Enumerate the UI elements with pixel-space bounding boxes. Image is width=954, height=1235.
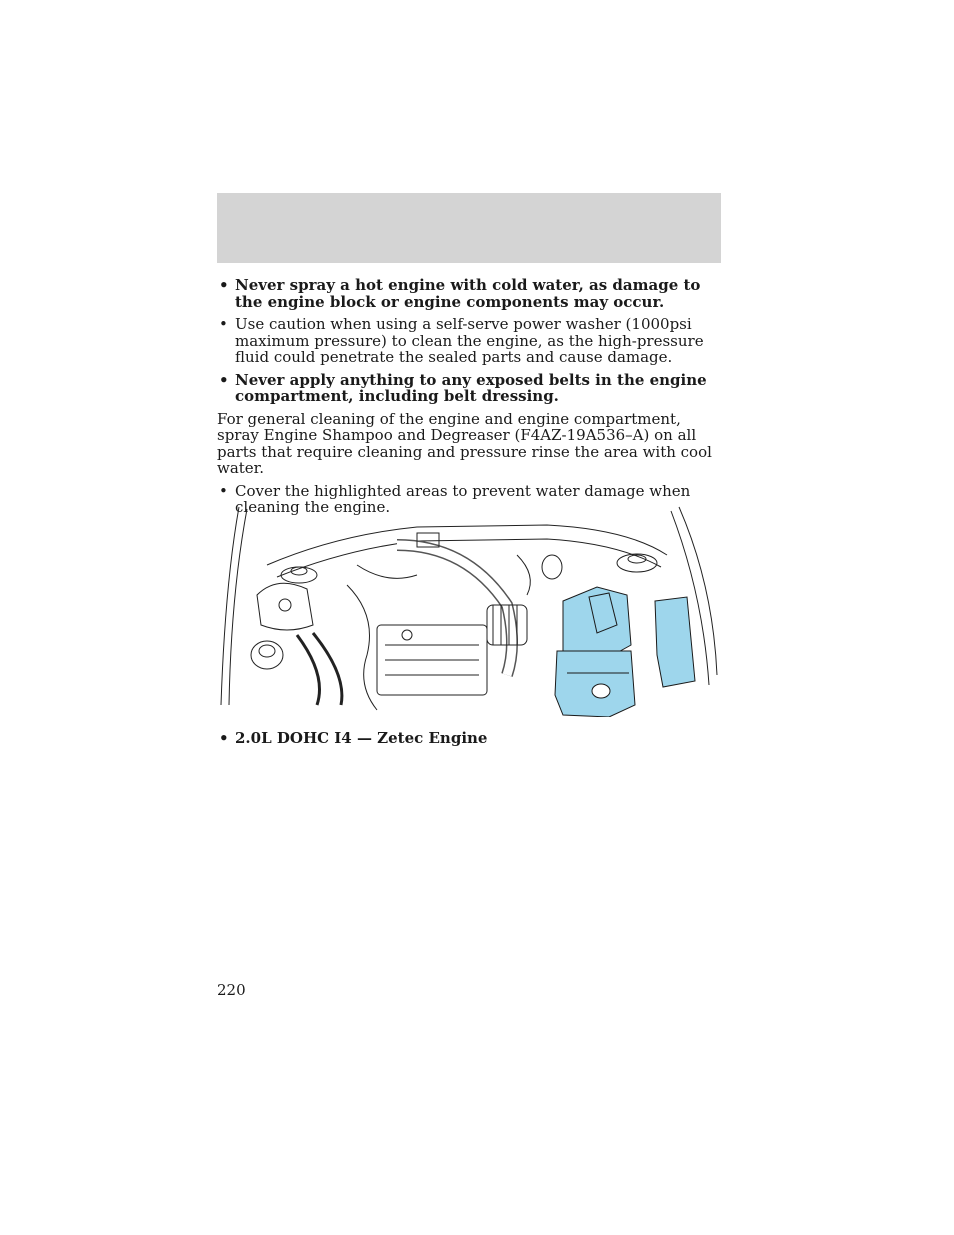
power-steering-cap xyxy=(259,645,275,657)
bullet-dot: • xyxy=(219,729,229,747)
air-intake-tube-fill xyxy=(397,545,512,675)
highlight-battery xyxy=(555,651,635,717)
warning-text: Never apply anything to any exposed belts in the engine compartment, including belt dressing. xyxy=(235,370,707,405)
battery-terminal-cover xyxy=(592,684,610,698)
engine-caption xyxy=(217,730,721,753)
page-content xyxy=(217,277,721,522)
reservoir-cap xyxy=(279,599,291,611)
vacuum-line xyxy=(517,555,530,595)
cover-text: Cover the highlighted areas to prevent water damage when cleaning the engine. xyxy=(235,481,691,516)
highlight-air-cleaner xyxy=(563,587,631,655)
caption-bullet xyxy=(217,730,721,747)
brake-fluid-reservoir xyxy=(542,555,562,579)
page-number: 220 xyxy=(217,981,246,999)
coolant-reservoir xyxy=(257,583,313,630)
caution-text: Use caution when using a self-serve power washer (1000psi maximum pressure) to clean the engine, as the high-pressure fluid could penetrate the sealed parts and cause damage. xyxy=(235,315,704,366)
hose-left xyxy=(297,635,320,705)
air-intake-tube xyxy=(397,545,512,675)
highlighted-areas xyxy=(555,587,695,717)
wiring-harness-2 xyxy=(357,565,417,578)
engine-compartment-illustration xyxy=(217,505,721,717)
highlight-fuse-box xyxy=(655,597,695,687)
engine-drawing xyxy=(217,505,721,717)
caption-text: 2.0L DOHC I4 — Zetec Engine xyxy=(235,729,488,747)
bullet-dot: • xyxy=(219,370,229,389)
bullet-dot: • xyxy=(219,276,229,294)
caution-bullet-power-washer xyxy=(217,316,721,366)
cleaning-paragraph: For general cleaning of the engine and engine compartment, spray Engine Shampoo and Degreaser (F4AZ-19A536–A) on all parts that require cleaning and pressure rinse the area with cool water. xyxy=(217,409,712,477)
warning-text: Never spray a hot engine with cold water, as damage to the engine block or engine components may occur. xyxy=(235,276,701,311)
warning-bullet-cold-water xyxy=(217,277,721,310)
bullet-dot: • xyxy=(219,315,228,333)
oil-filler-cap xyxy=(402,630,412,640)
wiring-harness xyxy=(347,585,377,710)
warning-bullet-belts xyxy=(217,372,721,405)
bullet-dot: • xyxy=(219,481,228,500)
left-fender-line-inner xyxy=(229,509,247,705)
section-header-band xyxy=(217,193,721,263)
